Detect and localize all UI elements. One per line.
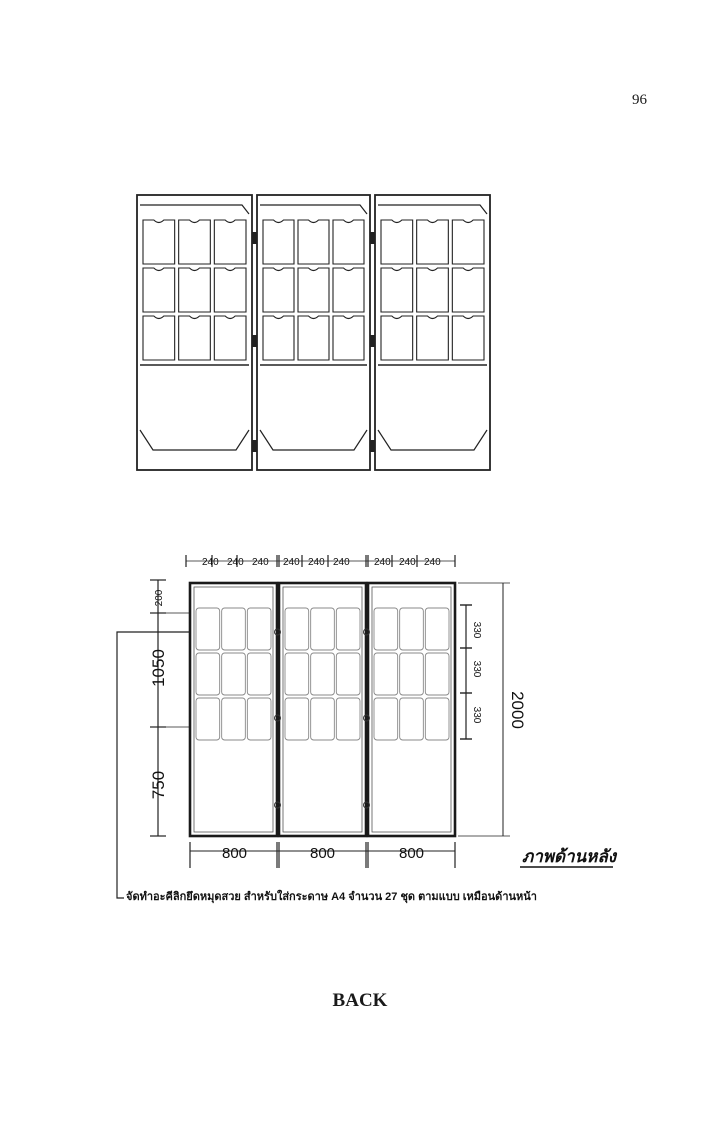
lower-a4-holder (425, 653, 449, 695)
top-dim-6: 240 (333, 557, 350, 568)
left-dim-bottom: 750 (149, 770, 168, 800)
lower-a4-holder (222, 608, 246, 650)
top-dimension-labels (202, 557, 441, 568)
lower-a4-holder (311, 653, 335, 695)
note-text: จัดทำอะคีลิกยึดหมุดสวย สำหรับใส่กระดาษ A4 จำนวน 27 ชุด ตามแบบ เหมือนด้านหน้า (126, 891, 537, 903)
right-dim-row-1: 330 (471, 621, 482, 639)
page-number: 96 (632, 92, 647, 108)
top-dim-8: 240 (399, 557, 416, 568)
left-dim-middle: 1050 (149, 649, 168, 687)
lower-a4-holder (374, 653, 398, 695)
bottom-dim-3: 800 (399, 845, 425, 862)
lower-panel-inner (283, 587, 362, 832)
lower-a4-holder (247, 698, 271, 740)
lower-a4-holder (196, 698, 220, 740)
lower-panel-inner (194, 587, 273, 832)
rear-view-label: ภาพด้านหลัง (522, 847, 617, 866)
lower-panel-1 (190, 583, 277, 836)
top-dim-2: 240 (227, 557, 244, 568)
top-dim-7: 240 (374, 557, 391, 568)
lower-a4-holder (311, 608, 335, 650)
bottom-dim-2: 800 (310, 845, 336, 862)
lower-a4-holder (196, 653, 220, 695)
lower-a4-holder (336, 608, 360, 650)
lower-a4-holder (285, 608, 309, 650)
lower-a4-holder (425, 698, 449, 740)
top-dim-5: 240 (308, 557, 325, 568)
top-dim-3: 240 (252, 557, 269, 568)
lower-a4-holder (400, 653, 424, 695)
lower-a4-holder (400, 698, 424, 740)
lower-a4-holder (425, 608, 449, 650)
lower-a4-holder (247, 608, 271, 650)
lower-a4-holder (222, 653, 246, 695)
lower-panel-inner (372, 587, 451, 832)
bottom-dim-1: 800 (222, 845, 248, 862)
lower-a4-holder (374, 698, 398, 740)
lower-a4-holder (222, 698, 246, 740)
lower-a4-holder (311, 698, 335, 740)
lower-a4-holder (285, 698, 309, 740)
lower-panel-3 (368, 583, 455, 836)
lower-a4-holder (247, 653, 271, 695)
top-dim-4: 240 (283, 557, 300, 568)
left-dim-top: 200 (154, 589, 165, 607)
right-dim-row-2: 330 (471, 660, 482, 678)
figure-caption: BACK (332, 990, 388, 1011)
lower-a4-holder (196, 608, 220, 650)
lower-a4-holder (374, 608, 398, 650)
right-dim-row-3: 330 (471, 706, 482, 724)
top-dim-9: 240 (424, 557, 441, 568)
lower-panel-2 (279, 583, 366, 836)
lower-a4-holder (400, 608, 424, 650)
lower-a4-holder (336, 698, 360, 740)
overall-height-label: 2000 (508, 691, 527, 729)
top-dim-1: 240 (202, 557, 219, 568)
lower-a4-holder (336, 653, 360, 695)
lower-a4-holder (285, 653, 309, 695)
